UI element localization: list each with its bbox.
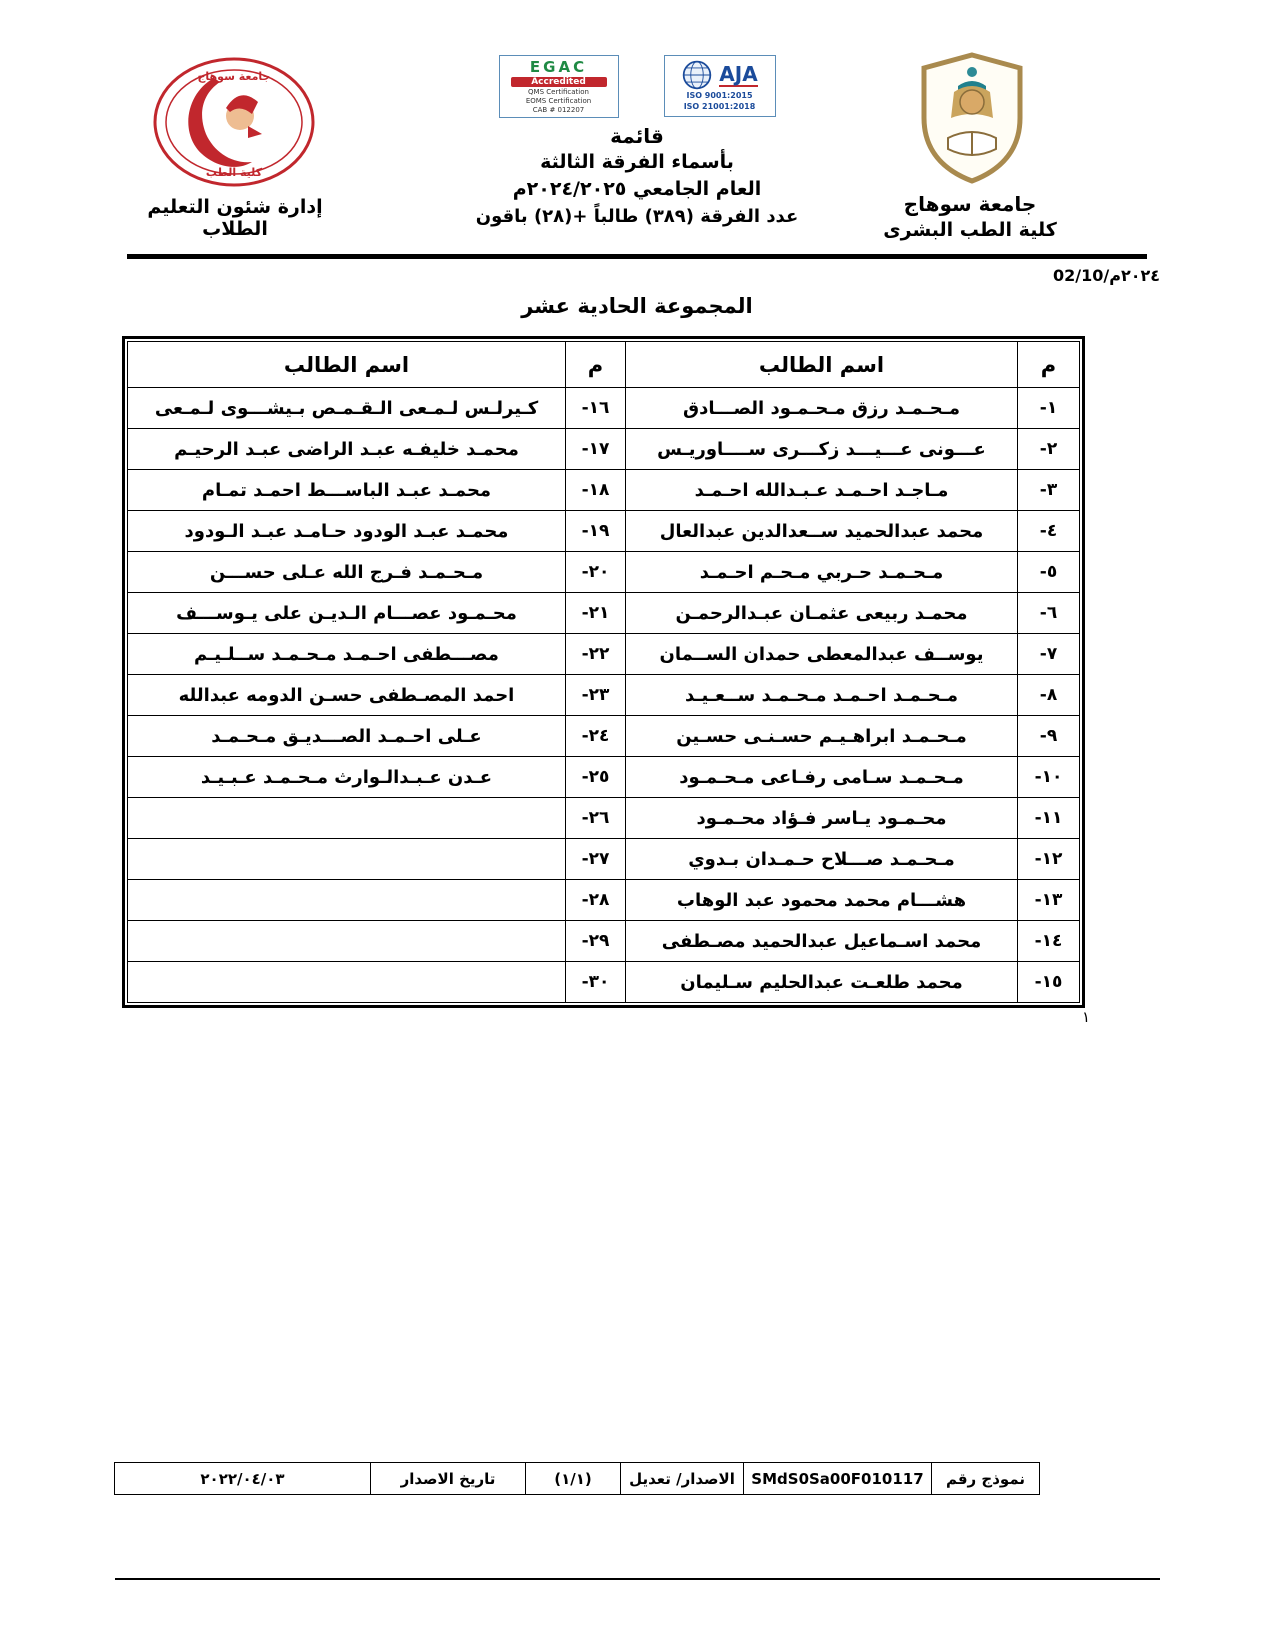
- header-divider: [127, 254, 1147, 259]
- aja-accreditation-logo: [664, 55, 776, 117]
- table-row: [128, 388, 1080, 429]
- student-name: محمـد ربيعى عثمـان عبـدالرحمـن: [626, 593, 1018, 634]
- row-number: ١٥-: [1018, 962, 1080, 1003]
- student-name: مـحـمـد صـــلاح حـمـدان بـدوي: [626, 839, 1018, 880]
- class-count: عدد الفرقة (٣٨٩) طالباً +(٢٨) باقون: [475, 206, 799, 228]
- row-number: ٧-: [1018, 634, 1080, 675]
- col-header-name-right: اسم الطالب: [626, 342, 1018, 388]
- issue-revision-label: الاصدار/ تعديل: [621, 1463, 744, 1495]
- table-row: [128, 880, 1080, 921]
- egac-line2: EOMS Certification: [525, 97, 592, 106]
- administration-title: إدارة شئون التعليم الطلاب: [147, 196, 323, 240]
- table-row: [128, 798, 1080, 839]
- seal-bottom-text: كلية الطب: [205, 166, 263, 179]
- table-row: [128, 962, 1080, 1003]
- table-row: [128, 757, 1080, 798]
- egac-title: EGAC: [529, 58, 588, 76]
- row-number: ١١-: [1018, 798, 1080, 839]
- row-number: ١٤-: [1018, 921, 1080, 962]
- row-number: ٤-: [1018, 511, 1080, 552]
- egac-line3: CAB # 012207: [532, 106, 585, 115]
- student-name: مـحـمـد سـامى رفـاعى مـحـمـود: [626, 757, 1018, 798]
- student-name: كـيرلـس لـمـعى الـقـمـص بـيشـــوى لـمـعى: [128, 388, 566, 429]
- row-number: ٢-: [1018, 429, 1080, 470]
- university-name: جامعة سوهاج: [903, 192, 1037, 216]
- group-title: المجموعة الحادية عشر: [521, 294, 753, 318]
- document-date: 02/10/٢٠٢٤م: [1052, 266, 1160, 285]
- row-number: ١٨-: [566, 470, 626, 511]
- form-number-value: SMdS0Sa00F010117: [744, 1463, 932, 1495]
- seal-top-text: جامعة سوهاج: [197, 70, 271, 83]
- row-number: ٢١-: [566, 593, 626, 634]
- student-name: [128, 962, 566, 1003]
- table-row: [128, 716, 1080, 757]
- row-number: ٣٠-: [566, 962, 626, 1003]
- student-name: احمد المصـطفى حسـن الدومه عبدالله: [128, 675, 566, 716]
- footer-row: [115, 1463, 1040, 1495]
- student-name: [128, 880, 566, 921]
- aja-line1: ISO 9001:2015: [686, 91, 753, 100]
- student-name: محمد طلعـت عبدالحليم سـليمان: [626, 962, 1018, 1003]
- bottom-divider: [115, 1578, 1160, 1580]
- student-name: محمد اسـماعيل عبدالحميد مصـطفى: [626, 921, 1018, 962]
- academic-year: العام الجامعي ٢٠٢٤/٢٠٢٥م: [512, 178, 762, 201]
- row-number: ٣-: [1018, 470, 1080, 511]
- row-number: ١٧-: [566, 429, 626, 470]
- row-number: ٢٤-: [566, 716, 626, 757]
- student-name: مـحـمـد حـربي مـحـم احـمـد: [626, 552, 1018, 593]
- form-number-label: نموذج رقم: [932, 1463, 1040, 1495]
- faculty-shield-logo: [918, 52, 1026, 188]
- issue-date-value: ٢٠٢٢/٠٤/٠٣: [115, 1463, 371, 1495]
- roster-table: [127, 341, 1080, 1003]
- row-number: ٩-: [1018, 716, 1080, 757]
- list-subtitle: بأسماء الفرقة الثالثة: [540, 151, 734, 174]
- row-number: ٨-: [1018, 675, 1080, 716]
- student-name: عـلى احـمـد الصـــديـق مـحـمـد: [128, 716, 566, 757]
- row-number: ١٠-: [1018, 757, 1080, 798]
- list-title: قائمة: [610, 124, 664, 149]
- crescent-seal-icon: [152, 56, 317, 188]
- student-name: محمـد خليفـه عبـد الراضى عبـد الرحيـم: [128, 429, 566, 470]
- student-name: مـاجـد احـمـد عـبـدالله احـمـد: [626, 470, 1018, 511]
- student-name: عـدن عـبـدالـوارث مـحـمـد عـبـيـد: [128, 757, 566, 798]
- row-number: ٢٣-: [566, 675, 626, 716]
- student-name: [128, 921, 566, 962]
- row-number: ٦-: [1018, 593, 1080, 634]
- header-center-block: [437, 55, 837, 227]
- university-medicine-seal: [152, 56, 317, 192]
- student-name: محمد عبدالحميد ســعدالدين عبدالعال: [626, 511, 1018, 552]
- table-row: [128, 839, 1080, 880]
- accreditation-logos-row: [437, 55, 837, 118]
- issue-date-label: تاريخ الاصدار: [371, 1463, 526, 1495]
- row-number: ٥-: [1018, 552, 1080, 593]
- student-name: محـمـود عصـــام الـديـن على يـوســـف: [128, 593, 566, 634]
- student-name: محـمـود يـاسر فـؤاد محـمـود: [626, 798, 1018, 839]
- col-header-number-right: م: [1018, 342, 1080, 388]
- row-number: ٢٧-: [566, 839, 626, 880]
- row-number: ٢٥-: [566, 757, 626, 798]
- student-name: هشـــام محمد محمود عبد الوهاب: [626, 880, 1018, 921]
- table-row: [128, 552, 1080, 593]
- student-name: يوســف عبدالمعطى حمدان الســمان: [626, 634, 1018, 675]
- row-number: ٢٦-: [566, 798, 626, 839]
- egac-accreditation-logo: [499, 55, 619, 118]
- student-name: مـحـمـد ابراهـيـم حسـنـى حسـين: [626, 716, 1018, 757]
- table-row: [128, 921, 1080, 962]
- row-number: ١٦-: [566, 388, 626, 429]
- faculty-name: كلية الطب البشرى: [883, 219, 1057, 241]
- globe-icon: [681, 59, 713, 91]
- col-header-number-left: م: [566, 342, 626, 388]
- student-name: محمـد عبـد الباســـط احمـد تمـام: [128, 470, 566, 511]
- row-number: ٢٠-: [566, 552, 626, 593]
- student-name: مـحـمـد احـمـد مـحـمـد ســعـيـد: [626, 675, 1018, 716]
- student-name: [128, 798, 566, 839]
- page-number: ١: [1082, 1008, 1091, 1026]
- header-right-block: [863, 192, 1077, 241]
- table-row: [128, 593, 1080, 634]
- shield-icon: [918, 52, 1026, 184]
- row-number: ٢٨-: [566, 880, 626, 921]
- student-name: مـحـمـد رزق مـحـمـود الصـــادق: [626, 388, 1018, 429]
- egac-line1: QMS Certification: [528, 88, 589, 96]
- row-number: ١-: [1018, 388, 1080, 429]
- footer-table: [114, 1462, 1040, 1495]
- col-header-name-left: اسم الطالب: [128, 342, 566, 388]
- footer-form-info: [115, 1462, 1040, 1495]
- student-name: عـــونى عـــيـــد زكـــرى ســــاوريـس: [626, 429, 1018, 470]
- roster-header-row: [128, 342, 1080, 388]
- student-name: محمـد عبـد الودود حـامـد عبـد الـودود: [128, 511, 566, 552]
- row-number: ١٢-: [1018, 839, 1080, 880]
- table-row: [128, 675, 1080, 716]
- table-row: [128, 429, 1080, 470]
- row-number: ٢٩-: [566, 921, 626, 962]
- roster-table-frame: [122, 336, 1085, 1008]
- student-name: مـحـمـد فـرج الله عـلى حســـن: [128, 552, 566, 593]
- student-name: مصـــطفى احـمـد مـحـمـد ســلـيـم: [128, 634, 566, 675]
- egac-ribbon: Accredited: [511, 77, 607, 87]
- table-row: [128, 511, 1080, 552]
- issue-revision-value: (١/١): [526, 1463, 621, 1495]
- student-name: [128, 839, 566, 880]
- row-number: ١٩-: [566, 511, 626, 552]
- table-row: [128, 634, 1080, 675]
- row-number: ١٣-: [1018, 880, 1080, 921]
- row-number: ٢٢-: [566, 634, 626, 675]
- table-row: [128, 470, 1080, 511]
- aja-title: AJA: [719, 62, 758, 86]
- aja-line2: ISO 21001:2018: [683, 101, 756, 111]
